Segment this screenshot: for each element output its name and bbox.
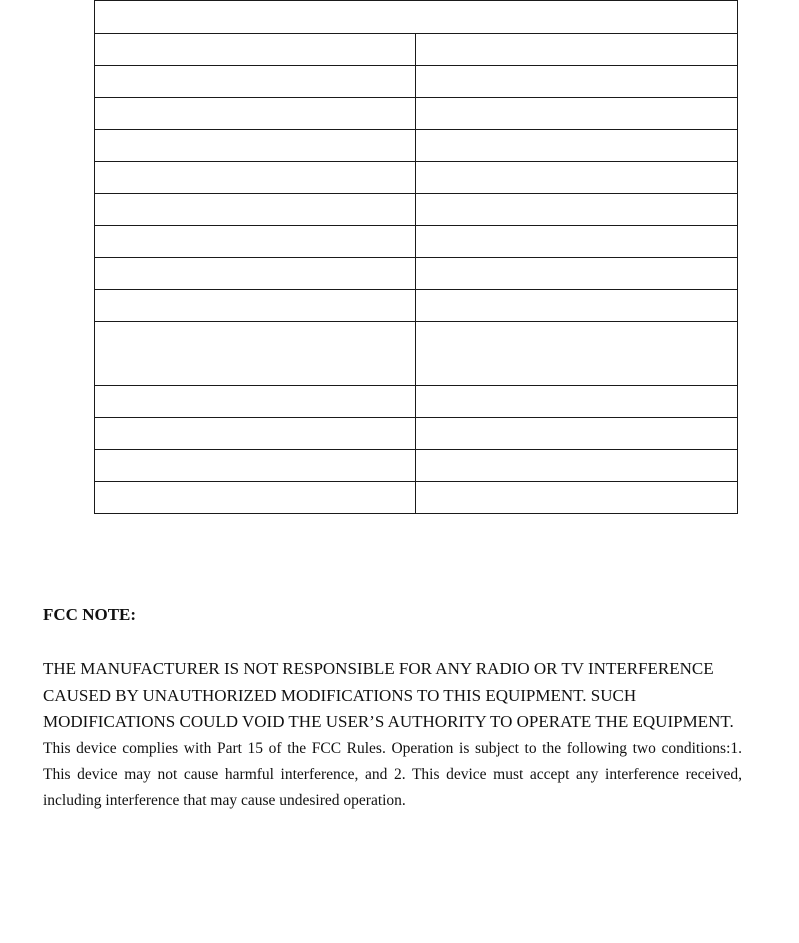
spec-value-cell <box>416 386 738 418</box>
spec-value-cell <box>416 290 738 322</box>
spec-table-title-row <box>95 1 738 34</box>
spec-label-cell <box>95 450 416 482</box>
spec-value-cell <box>416 34 738 66</box>
spec-label-cell <box>95 34 416 66</box>
spec-value-cell <box>416 130 738 162</box>
spec-value-cell <box>416 98 738 130</box>
spec-value-cell <box>416 322 738 386</box>
spec-table-row <box>95 386 738 418</box>
spec-value-cell <box>416 450 738 482</box>
fcc-note-section <box>43 604 742 814</box>
spec-table-row <box>95 34 738 66</box>
spec-label-cell <box>95 386 416 418</box>
spec-value-cell <box>416 482 738 514</box>
spec-label-cell <box>95 258 416 290</box>
spec-table <box>94 0 738 514</box>
spec-value-cell <box>416 66 738 98</box>
spec-table-row <box>95 418 738 450</box>
spec-table-row <box>95 226 738 258</box>
spec-table-row <box>95 290 738 322</box>
spec-table-row <box>95 194 738 226</box>
fcc-manufacturer-warning: THE MANUFACTURER IS NOT RESPONSIBLE FOR ANY RADIO OR TV INTERFERENCE CAUSED BY UNAUTHORIZED MODIFICATIONS TO THIS EQUIPMENT. SUCH MODIFICATIONS COULD VOID THE USER’S AUTHORITY TO OPERATE THE EQUIPMENT. <box>43 659 734 731</box>
spec-table-title <box>95 1 738 34</box>
spec-label-cell <box>95 290 416 322</box>
fcc-note-heading: FCC NOTE: <box>43 605 137 624</box>
spec-table-row <box>95 162 738 194</box>
spec-value-cell <box>416 226 738 258</box>
spec-label-cell <box>95 194 416 226</box>
spec-label-cell <box>95 130 416 162</box>
spec-label-cell <box>95 98 416 130</box>
spec-table-row <box>95 66 738 98</box>
spec-label-cell <box>95 162 416 194</box>
spec-label-cell <box>95 226 416 258</box>
spec-table-row <box>95 322 738 386</box>
spec-table-body <box>95 1 738 514</box>
spec-label-cell <box>95 482 416 514</box>
spec-value-cell <box>416 258 738 290</box>
spec-table-row <box>95 130 738 162</box>
spec-value-cell <box>416 418 738 450</box>
spec-value-cell <box>416 162 738 194</box>
spec-table-row <box>95 450 738 482</box>
spec-label-cell <box>95 322 416 386</box>
spec-table-row <box>95 98 738 130</box>
spec-table-row <box>95 482 738 514</box>
spec-label-cell <box>95 418 416 450</box>
fcc-compliance-statement: This device complies with Part 15 of the FCC Rules. Operation is subject to the following two conditions:1. This device may not cause harmful interference, and 2. This device must accept any interference received, including interference that may cause undesired operation. <box>43 739 742 809</box>
spec-table-row <box>95 258 738 290</box>
spec-value-cell <box>416 194 738 226</box>
spec-label-cell <box>95 66 416 98</box>
